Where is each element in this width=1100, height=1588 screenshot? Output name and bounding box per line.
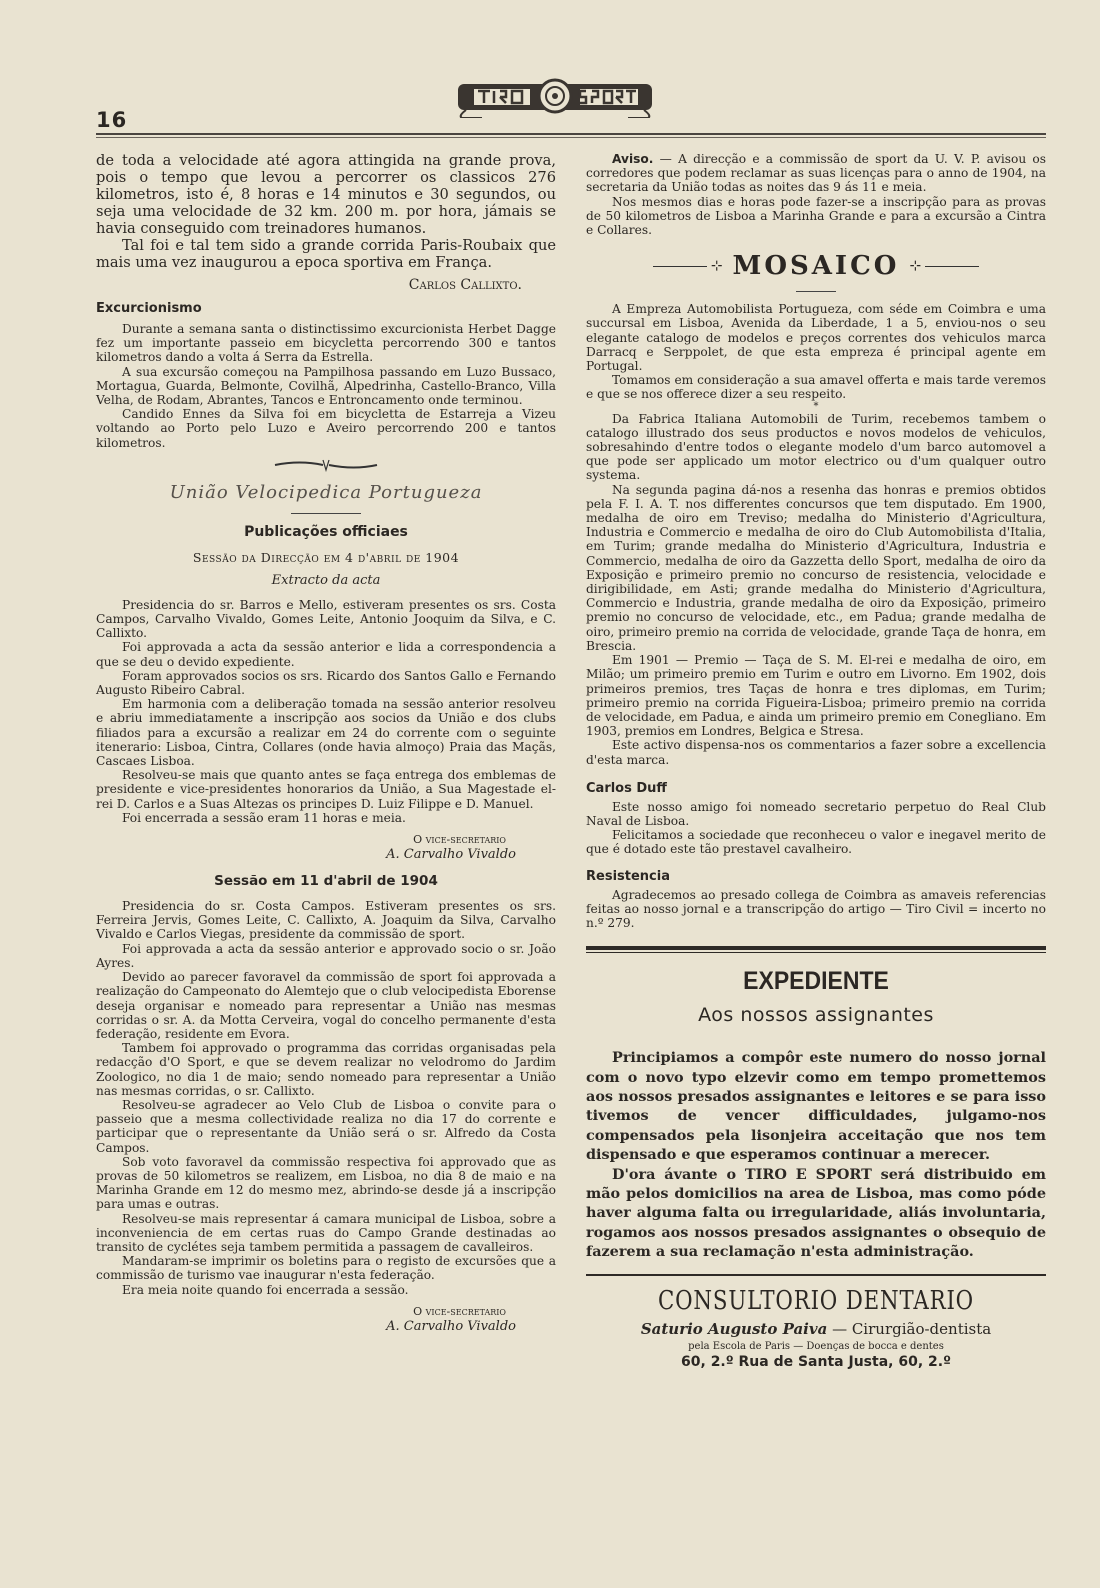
minutes-paragraph: Resolveu-se mais representar á camara municipal de Lisboa, sobre a inconveniencia de em certas ruas do Campo Grande destinadas ao transito de cyclétes seja tambem permitida a passagem de cavalleiros. — [96, 1211, 556, 1254]
short-rule — [291, 513, 361, 514]
aviso-text: — A direcção e a commissão de sport da U. V. P. avisou os corredores que podem reclamar as suas licenças para o anno de 1904, na secretaria da União todas as noites das 9 ás 11 e meia. — [586, 152, 1046, 195]
vice-secretario-label: O vice-secretario — [413, 833, 506, 847]
vice-secretario-name: A. Carvalho Vivaldo — [386, 847, 516, 863]
section-heading-carlos-duff: Carlos Duff — [586, 780, 667, 796]
fiat-paragraph: Em 1901 — Premio — Taça de S. M. El-rei e medalha de oiro, em Milão; um primeiro premio em Turim e outro em Livorno. Em 1902, dois primeiros premios, tres Taças de honra e tres diplomas, em Turim; primeiro premio na corrida Figueira-Lisboa; primeiro premio na corrida de velocidade, em Padua, e ainda um primeiro premio em Conegliano. Em 1903, premios em Londres, Belgica e Stresa. — [586, 653, 1046, 739]
minutes-paragraph: Foi encerrada a sessão eram 11 horas e meia. — [122, 810, 406, 825]
intro-paragraph: de toda a velocidade até agora attingida na grande prova, pois o tempo que levou a percorrer os classicos 276 kilometros, isto é, 8 horas e 14 minutos e 30 segundos, ou seja uma velocidade de 32 km. 200 m. por hora, jámais se havia conseguido com treinadores humanos. — [96, 152, 556, 237]
minutes-paragraph: Presidencia do sr. Barros e Mello, estiveram presentes os srs. Costa Campos, Carvalho Vivaldo, Gomes Leite, Antonio Jooquim da Silva, e C. Callixto. — [96, 597, 556, 641]
sessao-title: Sessão da Direcção em 4 d'abril de 1904 — [192, 549, 460, 565]
header-rule — [96, 133, 1046, 135]
extracto-subtitle: Extracto da acta — [271, 572, 381, 588]
minutes-paragraph: Tambem foi approvado o programma das corridas organisadas pela redacção d'O Sport, e que se devem realizar no velodromo do Jardim Zoologico, no dia 1 de maio; sendo nomeado para representar a União nas mesmas corridas, o sr. Callixto. — [96, 1041, 556, 1098]
intro-paragraph: Tal foi e tal tem sido a grande corrida Paris-Roubaix que mais uma vez inaugurou a epoca sportiva em França. — [96, 237, 556, 271]
minutes-paragraph: Foram approvados socios os srs. Ricardo dos Santos Gallo e Fernando Augusto Ribeiro Cabral. — [96, 668, 556, 698]
minutes-paragraph: Em harmonia com a deliberação tomada na sessão anterior resolveu e abriu immediatamente a inscripção aos socios da União e dos clubs filiados para a excursão a realizar em 24 do corrente com o seguinte itenerario: Lisboa, Cintra, Collares (onde havia almoço) Praia das Maçãs, Cascaes Lisboa. — [96, 697, 556, 769]
article-paragraph: Durante a semana santa o distinctissimo excurcionista Herbet Dagge fez um importante passeio em bicycletta percorrendo 300 e tantos kilometros dando a volta á Serra da Estrella. — [96, 322, 556, 365]
ornament-divider — [271, 458, 381, 472]
vice-secretario-name: A. Carvalho Vivaldo — [386, 1318, 516, 1334]
header-rule-thin — [96, 137, 1046, 138]
mosaico-paragraph: A Empreza Automobilista Portugueza, com séde em Coimbra e uma succursal em Lisboa, Avenida da Liberdade, 1 a 5, enviou-nos o seu elegante catalogo de modelos e preços correntes dos vehiculos marca Darracq e Serppolet, de que esta empreza é principal agente em Portugal. — [586, 302, 1046, 374]
consultorio-title: CONSULTORIO DENTARIO — [657, 1285, 974, 1316]
minutes-paragraph: Presidencia do sr. Costa Campos. Estiveram presentes os srs. Ferreira Jervis, Gomes Leite, C. Callixto, A. Joaquim da Silva, Carvalho Vivaldo e Carlos Viegas, presidente da commissão de sport. — [96, 899, 556, 942]
resistencia-paragraph: Agradecemos ao presado collega de Coimbra as amaveis referencias feitas ao nosso jornal e a transcripção do artigo — Tiro Civil = incerto no n.º 279. — [586, 887, 1046, 930]
mosaico-title: MOSAICO — [732, 251, 900, 282]
aviso-paragraph-2: Nos mesmos dias e horas pode fazer-se a inscripção para as provas de 50 kilometros de Lisboa a Marinha Grande e para a excursão a Cintra e Collares. — [586, 194, 1046, 238]
aviso-label: Aviso. — [612, 152, 654, 166]
article-paragraph: A sua excursão começou na Pampilhosa passando em Luzo Bussaco, Mortagua, Guarda, Belmonte, Covilhã, Alpedrinha, Castello-Branco, Villa Velha, de Rodam, Abrantes, Tancos e Entroncamento onde terminou. — [96, 364, 556, 408]
dentist-name: Saturio Augusto Paiva — [640, 1319, 828, 1338]
page-number: 16 — [96, 108, 128, 132]
minutes-paragraph: Resolveu-se agradecer ao Velo Club de Lisboa o convite para o passeio que a mesma collectividade realiza no dia 17 do corrente e participar que o representante da União será o sr. Alfredo da Costa Campos. — [96, 1097, 556, 1155]
duff-paragraph: Felicitamos a sociedade que reconheceu o valor e inegavel merito de que é dotado este tão prestavel cavalheiro. — [586, 828, 1046, 857]
mosaico-header — [586, 251, 1046, 281]
expediente-title: EXPEDIENTE — [743, 967, 889, 996]
mosaico-rule-right — [925, 266, 979, 267]
minutes-paragraph: Mandaram-se imprimir os boletins para o registo de excursões que a commissão de turismo vae inaugurar n'esta federação. — [96, 1254, 556, 1283]
section-heading-resistencia: Resistencia — [586, 868, 670, 884]
minutes-paragraph: Sob voto favoravel da commissão respectiva foi approvado que as provas de 50 kilometros se realizem, em Lisboa, no dia 8 de maio e na Marinha Grande em 12 do mesmo mez, abrindo-se desde já a inscripção para umas e outras. — [96, 1154, 556, 1212]
consultorio-credentials: pela Escola de Paris — Doenças de bocca e dentes — [688, 1340, 944, 1352]
masthead-logo — [456, 72, 654, 118]
uvp-title: União Velocipedica Portugueza — [169, 481, 483, 503]
mosaico-paragraph: Tomamos em consideração a sua amavel offerta e mais tarde veremos e que se nos offerece dizer a seu respeito. — [586, 373, 1046, 402]
expediente-paragraph: D'ora ávante o TIRO E SPORT será distribuido em mão pelos domicilios na area de Lisboa, mas como póde haver alguma falta ou irregularidade, aliás involuntaria, rogamos aos nossos presados assignantes o obsequio de fazerem a sua reclamação n'esta administração. — [586, 1165, 1046, 1261]
expediente-subtitle: Aos nossos assignantes — [698, 1004, 934, 1027]
author-signature: Carlos Callixto. — [408, 277, 522, 293]
sessao-2-title: Sessão em 11 d'abril de 1904 — [214, 873, 438, 890]
dentist-role: — Cirurgião-dentista — [827, 1319, 992, 1338]
mosaico-rule-left — [653, 266, 707, 267]
minutes-paragraph: Foi approvada a acta da sessão anterior e lida a correspondencia a que se deu o devido expediente. — [96, 640, 556, 669]
minutes-paragraph: Foi approvada a acta da sessão anterior e approvado socio o sr. João Ayres. — [96, 941, 556, 970]
aviso-paragraph — [586, 152, 1046, 195]
duff-paragraph: Este nosso amigo foi nomeado secretario perpetuo do Real Club Naval de Lisboa. — [586, 799, 1046, 828]
vice-secretario-label: O vice-secretario — [413, 1304, 506, 1318]
consultorio-address: 60, 2.º Rua de Santa Justa, 60, 2.º — [681, 1353, 951, 1370]
short-rule — [796, 291, 836, 292]
consultorio-name-line — [586, 1320, 1046, 1338]
section-heading-excursionismo: Excurcionismo — [96, 301, 202, 316]
fiat-paragraph: Este activo dispensa-nos os commentarios a fazer sobre a excellencia d'esta marca. — [586, 738, 1046, 767]
double-rule — [586, 946, 1046, 953]
fiat-paragraph: Na segunda pagina dá-nos a resenha das honras e premios obtidos pela F. I. A. T. nos differentes concursos que tem disputado. Em 1900, medalha de oiro em Treviso; medalha do Ministerio d'Agricultura, Industria e Commercio e medalha de oiro do Club Automobilista d'Italia, em Turim; grande medalha do Ministerio d'Agricultura, Industria e Commercio, medalha de oiro da Gazzetta dello Sport, medalha de oiro da Exposição e primeiro premio no concurso de resistencia, velocidade e dirigibilidade, em Asti; grande medalha do Ministerio d'Agricultura, Commercio e Industria, grande medalha de oiro da Exposição, primeiro premio no concurso de velocidade, etc., em Padua; grande medalha de oiro, primeiro premio na corrida de velocidade, grande Taça de honra, em Brescia. — [586, 482, 1046, 653]
article-paragraph: Candido Ennes da Silva foi em bicycletta de Estarreja a Vizeu voltando ao Porto pelo Luzo e Aveiro percorrendo 200 e tantos kilometros. — [96, 407, 556, 450]
minutes-paragraph: Resolveu-se mais que quanto antes se faça entrega dos emblemas de presidente e vice-presidentes honorarios da União, a Sua Magestade el-rei D. Carlos e a Suas Altezas os principes D. Luiz Filippe e D. Manuel. — [96, 768, 556, 811]
right-column — [586, 152, 1046, 1370]
mosaico-arrow-left: ⊹ — [710, 258, 723, 275]
publicacoes-heading: Publicações officiaes — [244, 523, 408, 540]
star-separator: * — [813, 400, 819, 412]
box-rule — [586, 1274, 1046, 1276]
expediente-paragraph: Principiamos a compôr este numero do nosso jornal com o novo typo elzevir como em tempo promettemos aos nossos presados assignantes e leitores e se para isso tivemos de vencer difficuldades, julgamo-nos compensados pela lisonjeira acceitação que nos tem dispensado e que esperamos continuar a merecer. — [586, 1049, 1046, 1164]
minutes-paragraph: Devido ao parecer favoravel da commissão de sport foi approvada a realização do Campeonato do Alemtejo que o club velocipedista Eborense deseja organisar e nomeado para representar a União nas mesmas corridas o sr. A. da Motta Cerveira, vogal do concelho permanente d'esta federação, residente em Evora. — [96, 970, 556, 1041]
left-column — [96, 152, 556, 1335]
mosaico-arrow-right: ⊹ — [909, 258, 922, 275]
fiat-paragraph: Da Fabrica Italiana Automobili de Turim, recebemos tambem o catalogo illustrado dos seus productos e novos modelos de vehiculos, sobresahindo d'entre todos o elegante modelo d'um barco automovel a que pode ser applicado um motor electrico ou d'um qualquer outro systema. — [586, 411, 1046, 483]
minutes-paragraph: Era meia noite quando foi encerrada a sessão. — [122, 1282, 409, 1297]
